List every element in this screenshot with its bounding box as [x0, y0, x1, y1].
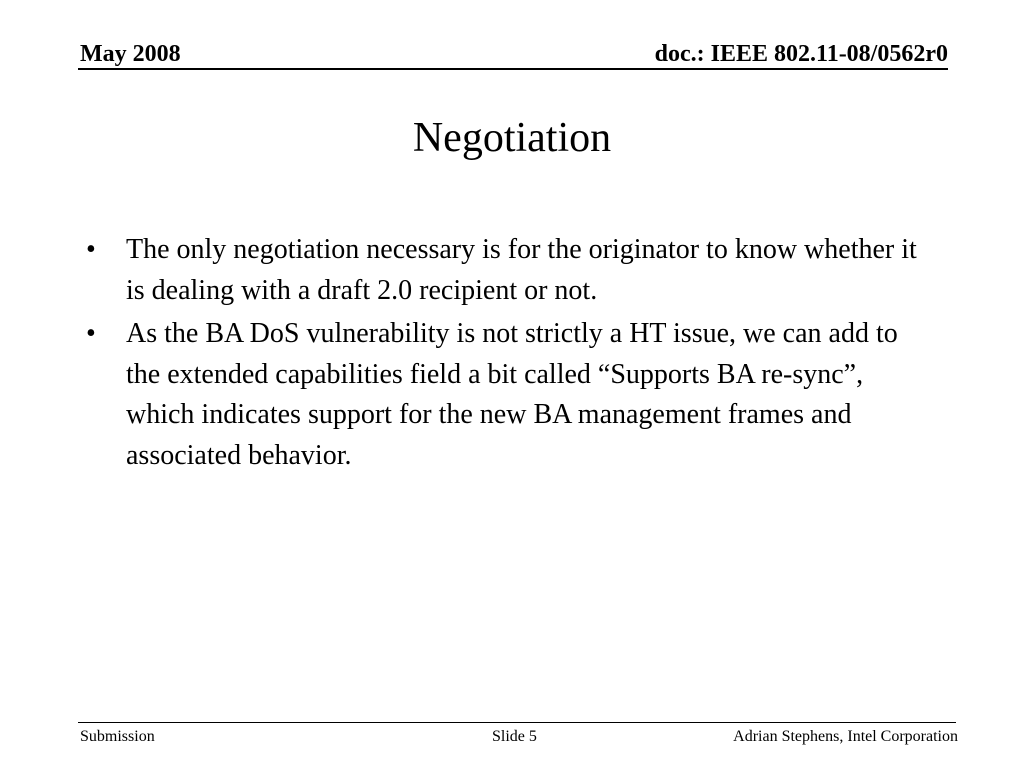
header-date: May 2008 [80, 41, 181, 67]
bullet-item-ba-resync [84, 314, 929, 476]
bullet-icon: • [86, 318, 96, 349]
bullet-icon: • [86, 234, 96, 265]
footer-divider [78, 722, 956, 723]
slide-title: Negotiation [412, 115, 612, 161]
bullet-text: As the BA DoS vulnerability is not strictly a HT issue, we can add to the extended capabilities field a bit called “Supports BA re-sync”, which indicates support for the new BA management frames and associated behavior. [126, 318, 898, 471]
header-doc-id: doc.: IEEE 802.11-08/0562r0 [654, 41, 948, 67]
bullet-item-negotiation [84, 230, 929, 311]
footer-slide-number: Slide 5 [492, 728, 537, 745]
header-divider [78, 68, 948, 70]
bullet-list [84, 230, 929, 479]
footer-submission: Submission [80, 728, 155, 745]
bullet-text: The only negotiation necessary is for the originator to know whether it is dealing with a draft 2.0 recipient or not. [126, 234, 917, 306]
footer-author: Adrian Stephens, Intel Corporation [733, 728, 958, 745]
